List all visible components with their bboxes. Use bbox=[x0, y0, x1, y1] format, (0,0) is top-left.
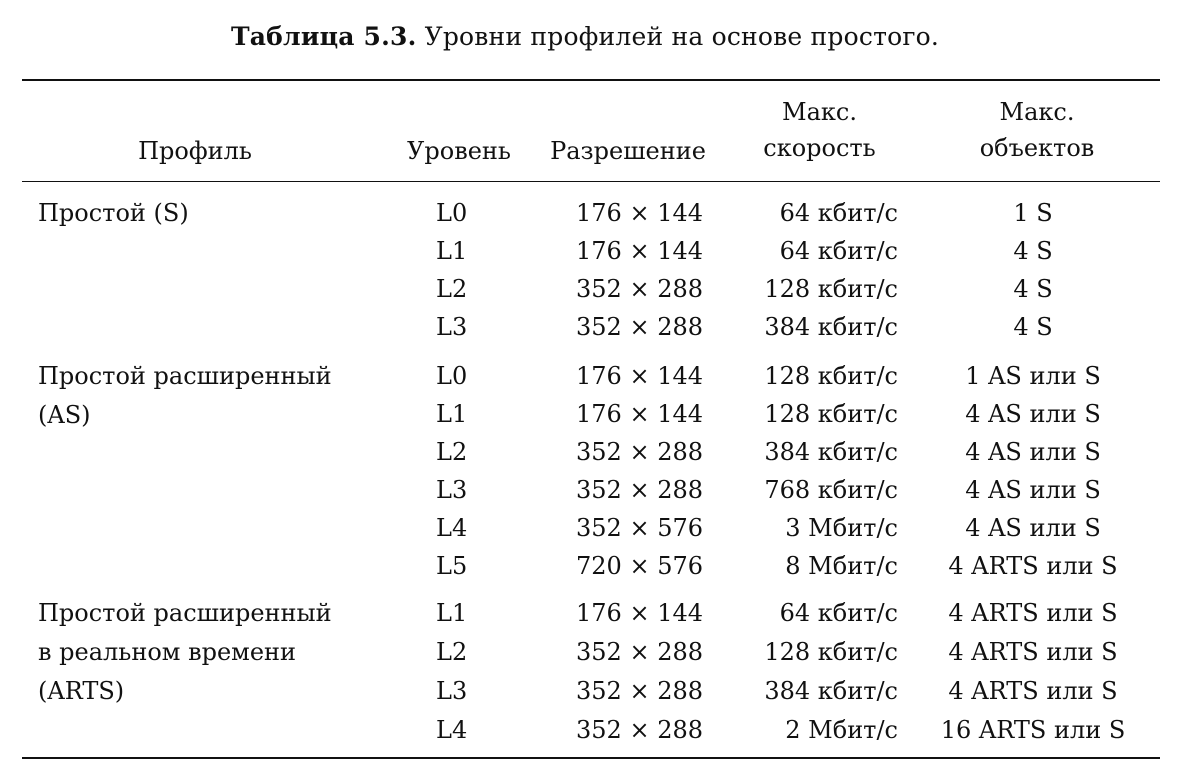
level-cell: L0 bbox=[436, 199, 468, 227]
objects-cell: 4 ARTS или S bbox=[948, 599, 1118, 627]
resolution-cell: 352 × 288 bbox=[576, 716, 703, 744]
level-cell: L2 bbox=[436, 438, 468, 466]
header-profile: Профиль bbox=[138, 137, 252, 165]
table-row bbox=[38, 357, 1163, 396]
header-max-speed-line1: Макс. bbox=[782, 98, 857, 126]
objects-cell: 4 AS или S bbox=[965, 514, 1101, 542]
level-cell: L1 bbox=[436, 237, 468, 265]
profile-name-line: Простой (S) bbox=[38, 199, 189, 227]
table-row bbox=[38, 395, 1163, 434]
caption-label: Таблица 5.3. bbox=[230, 22, 417, 51]
objects-cell: 4 AS или S bbox=[965, 400, 1101, 428]
resolution-cell: 352 × 288 bbox=[576, 677, 703, 705]
speed-cell: 768 кбит/с bbox=[764, 476, 898, 504]
table-row bbox=[38, 433, 1163, 472]
resolution-cell: 720 × 576 bbox=[576, 552, 703, 580]
table-row bbox=[38, 509, 1163, 548]
header-max-objects-line1: Макс. bbox=[999, 98, 1075, 126]
header-max-speed-line2: скорость bbox=[763, 134, 876, 162]
objects-cell: 4 S bbox=[1013, 237, 1053, 265]
resolution-cell: 176 × 144 bbox=[576, 362, 703, 390]
header-max-objects bbox=[922, 94, 1152, 166]
level-cell: L4 bbox=[436, 716, 468, 744]
top-rule bbox=[22, 79, 1160, 81]
speed-cell: 128 кбит/с bbox=[764, 362, 898, 390]
speed-cell: 384 кбит/с bbox=[764, 438, 898, 466]
header-rule bbox=[22, 181, 1160, 182]
resolution-cell: 176 × 144 bbox=[576, 199, 703, 227]
resolution-cell: 176 × 144 bbox=[576, 400, 703, 428]
table-row bbox=[38, 471, 1163, 510]
resolution-cell: 352 × 288 bbox=[576, 313, 703, 341]
table-row bbox=[38, 270, 1163, 309]
objects-cell: 4 S bbox=[1013, 275, 1053, 303]
header-level: Уровень bbox=[407, 137, 511, 165]
resolution-cell: 352 × 288 bbox=[576, 438, 703, 466]
resolution-cell: 176 × 144 bbox=[576, 237, 703, 265]
speed-cell: 128 кбит/с bbox=[764, 400, 898, 428]
level-cell: L3 bbox=[436, 476, 468, 504]
objects-cell: 4 AS или S bbox=[965, 438, 1101, 466]
profile-name-line: (AS) bbox=[38, 401, 91, 429]
profile-name-line: Простой расширенный bbox=[38, 599, 332, 627]
table-row bbox=[38, 547, 1163, 586]
speed-cell: 3 Мбит/с bbox=[785, 514, 898, 542]
profile-name-line: (ARTS) bbox=[38, 677, 125, 705]
speed-cell: 384 кбит/с bbox=[764, 313, 898, 341]
table-row bbox=[38, 711, 1163, 750]
objects-cell: 4 ARTS или S bbox=[948, 677, 1118, 705]
objects-cell: 4 ARTS или S bbox=[948, 552, 1118, 580]
resolution-cell: 352 × 288 bbox=[576, 638, 703, 666]
bottom-rule bbox=[22, 757, 1160, 759]
header-max-objects-line2: объектов bbox=[979, 134, 1095, 162]
speed-cell: 128 кбит/с bbox=[764, 638, 898, 666]
profile-name-line: Простой расширенный bbox=[38, 362, 332, 390]
objects-cell: 16 ARTS или S bbox=[940, 716, 1126, 744]
table-row bbox=[38, 594, 1163, 633]
header-max-speed bbox=[732, 94, 907, 166]
level-cell: L3 bbox=[436, 677, 468, 705]
objects-cell: 1 AS или S bbox=[965, 362, 1101, 390]
resolution-cell: 176 × 144 bbox=[576, 599, 703, 627]
speed-cell: 64 кбит/с bbox=[779, 237, 898, 265]
level-cell: L1 bbox=[436, 400, 468, 428]
level-cell: L3 bbox=[436, 313, 468, 341]
objects-cell: 4 ARTS или S bbox=[948, 638, 1118, 666]
level-cell: L2 bbox=[436, 275, 468, 303]
objects-cell: 1 S bbox=[1013, 199, 1053, 227]
table-row bbox=[38, 308, 1163, 347]
header-resolution: Разрешение bbox=[550, 137, 706, 165]
speed-cell: 128 кбит/с bbox=[764, 275, 898, 303]
table-row bbox=[38, 194, 1163, 233]
level-cell: L0 bbox=[436, 362, 468, 390]
profile-name-line: в реальном времени bbox=[38, 638, 297, 666]
level-cell: L4 bbox=[436, 514, 468, 542]
resolution-cell: 352 × 576 bbox=[576, 514, 703, 542]
speed-cell: 64 кбит/с bbox=[779, 599, 898, 627]
speed-cell: 64 кбит/с bbox=[779, 199, 898, 227]
speed-cell: 384 кбит/с bbox=[764, 677, 898, 705]
table-row bbox=[38, 672, 1163, 711]
resolution-cell: 352 × 288 bbox=[576, 275, 703, 303]
objects-cell: 4 AS или S bbox=[965, 476, 1101, 504]
objects-cell: 4 S bbox=[1013, 313, 1053, 341]
table-row bbox=[38, 232, 1163, 271]
table-row bbox=[38, 633, 1163, 672]
level-cell: L5 bbox=[436, 552, 468, 580]
level-cell: L2 bbox=[436, 638, 468, 666]
resolution-cell: 352 × 288 bbox=[576, 476, 703, 504]
speed-cell: 2 Мбит/с bbox=[785, 716, 898, 744]
speed-cell: 8 Мбит/с bbox=[785, 552, 898, 580]
caption-text: Уровни профилей на основе простого. bbox=[424, 22, 940, 51]
table-caption bbox=[0, 22, 1170, 51]
level-cell: L1 bbox=[436, 599, 468, 627]
